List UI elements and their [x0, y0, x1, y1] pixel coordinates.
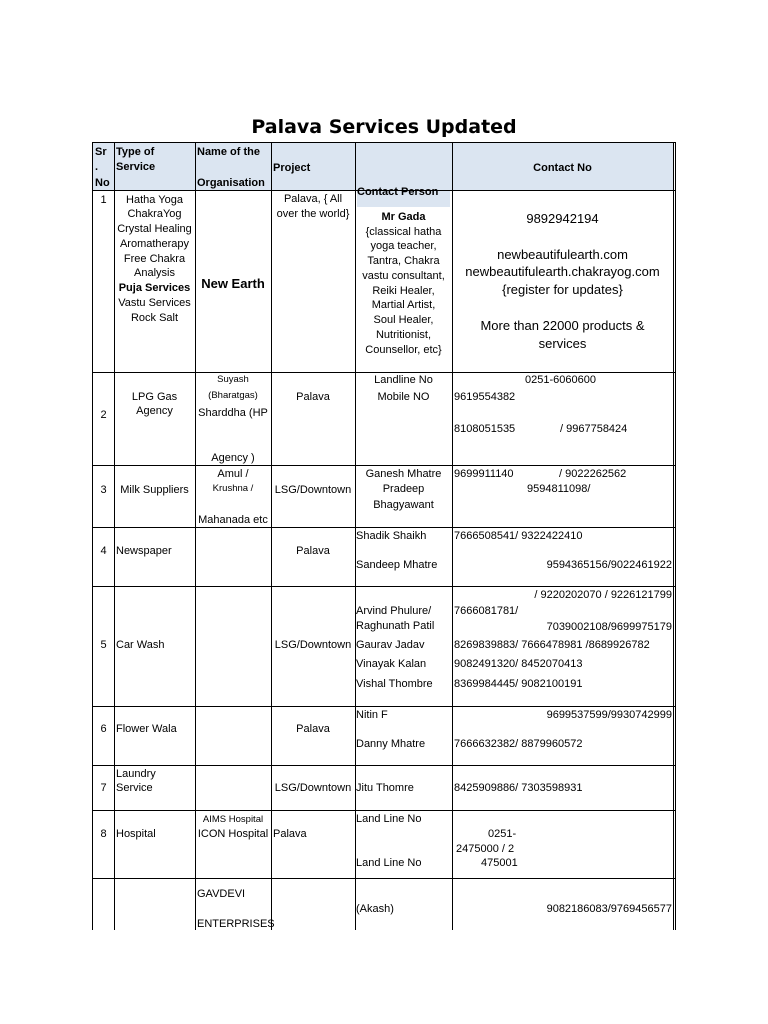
- row-5-person-2: Raghunath Patil: [356, 620, 435, 632]
- row-4-service: Newspaper: [116, 545, 172, 557]
- row-6-contact-1: 9699537599/9930742999: [546, 709, 672, 721]
- header-project: Project: [273, 162, 311, 174]
- row-1-project-1: Palava, { All: [283, 193, 343, 205]
- row-9-org-1: GAVDEVI: [197, 888, 246, 900]
- row-2-sr: 2: [100, 409, 107, 421]
- header-sr-no-3: No: [95, 177, 110, 189]
- row-2-org-2: (Bharatgas): [208, 390, 258, 401]
- row-2-service-1: LPG Gas: [131, 391, 178, 403]
- header-contact-no: Contact No: [533, 162, 592, 174]
- row-3-contact-3: 9594811098/: [527, 483, 591, 495]
- row-4-sr: 4: [100, 545, 107, 557]
- row-5-project: LSG/Downtown: [274, 639, 352, 651]
- header-org-1: Name of the: [197, 146, 260, 158]
- row-4-contact-1: 7666508541/ 9322422410: [454, 530, 583, 542]
- row-3-person-1: Ganesh Mhatre: [365, 468, 442, 480]
- row-2-person-2: Mobile NO: [377, 391, 430, 403]
- row-1-contact-website: newbeautifulearth.com: [497, 247, 628, 262]
- row-3-sr: 3: [100, 484, 107, 496]
- header-sr-no-2: .: [95, 161, 99, 173]
- row-1-service-1: Hatha Yoga: [126, 194, 183, 206]
- row-4-project: Palava: [296, 545, 330, 557]
- row-1-service-2: ChakraYog: [127, 208, 182, 220]
- row-3-org-1: Amul /: [217, 468, 249, 480]
- row-2-contact-mobile-3: / 9967758424: [560, 423, 628, 435]
- row-5-contact-3: 7039002108/9699975179: [546, 621, 672, 633]
- row-2-contact-mobile-2: 8108051535: [454, 423, 516, 435]
- row-4-person-2: Sandeep Mhatre: [356, 559, 438, 571]
- page-title: Palava Services Updated: [251, 116, 517, 138]
- row-1-person-2: yoga teacher,: [370, 240, 437, 252]
- row-1-service-6: Analysis: [134, 267, 175, 279]
- row-1-project-2: over the world}: [276, 208, 350, 220]
- row-1-person-9: Counsellor, etc}: [365, 344, 442, 356]
- row-3-org-2: Krushna /: [212, 483, 254, 494]
- row-1-org: New Earth: [201, 276, 265, 291]
- row-4-person-1: Shadik Shaikh: [356, 530, 427, 542]
- row-5-person-4: Vinayak Kalan: [356, 658, 427, 670]
- row-8-person-2: Land Line No: [356, 857, 422, 869]
- row-1-service-8: Vastu Services: [118, 297, 191, 309]
- row-1-person-7: Soul Healer,: [373, 314, 434, 326]
- row-2-project: Palava: [296, 391, 330, 403]
- row-7-sr: 7: [100, 782, 107, 794]
- row-2-org-3: Sharddha (HP: [198, 407, 268, 419]
- row-7-contact: 8425909886/ 7303598931: [454, 782, 583, 794]
- header-type-of-service-2: Service: [116, 161, 156, 173]
- row-1-contact-website-2: newbeautifulearth.chakrayog.com: [465, 264, 660, 279]
- row-2-org-5: Agency ): [211, 452, 255, 464]
- row-6-person-1: Nitin F: [356, 709, 388, 721]
- row-8-project: Palava: [273, 828, 307, 840]
- row-5-contact-5: 9082491320/ 8452070413: [454, 658, 583, 670]
- row-5-person-3: Gaurav Jadav: [356, 639, 425, 651]
- row-1-service-9: Rock Salt: [130, 312, 179, 324]
- row-1-person-5: Reiki Healer,: [372, 285, 435, 297]
- row-1-person-4: vastu consultant,: [362, 270, 445, 282]
- row-3-service: Milk Suppliers: [120, 484, 189, 496]
- row-3-project: LSG/Downtown: [274, 484, 352, 496]
- row-1-service-3: Crystal Healing: [117, 223, 192, 235]
- row-9-org-2: ENTERPRISES: [197, 918, 275, 930]
- row-2-person-1: Landline No: [374, 374, 433, 386]
- row-8-contact-3: 475001: [481, 857, 518, 869]
- row-3-org-3: Mahanada etc: [198, 514, 268, 526]
- row-6-service: Flower Wala: [116, 723, 177, 735]
- row-5-contact-4: 8269839883/ 7666478981 /8689926782: [454, 639, 650, 651]
- row-4-contact-2: 9594365156/9022461922: [546, 559, 672, 571]
- row-6-project: Palava: [296, 723, 330, 735]
- row-3-contact-2: / 9022262562: [559, 468, 627, 480]
- row-5-sr: 5: [100, 639, 107, 651]
- row-9-contact: 9082186083/9769456577: [546, 903, 672, 915]
- row-8-contact-1: 0251-: [488, 828, 517, 840]
- row-2-contact-mobile: 9619554382: [454, 391, 516, 403]
- row-1-person-name: Mr Gada: [381, 211, 426, 223]
- row-5-contact-6: 8369984445/ 9082100191: [454, 678, 583, 690]
- header-type-of-service-1: Type of: [116, 146, 155, 158]
- row-6-contact-2: 7666632382/ 8879960572: [454, 738, 583, 750]
- row-6-sr: 6: [100, 723, 107, 735]
- row-8-sr: 8: [100, 828, 107, 840]
- row-1-person-1: {classical hatha: [365, 226, 442, 238]
- row-3-person-2: Pradeep: [382, 483, 425, 495]
- row-1-contact-register: {register for updates}: [502, 282, 623, 297]
- row-6-person-2: Danny Mhatre: [356, 738, 426, 750]
- row-3-person-3: Bhagyawant: [373, 499, 434, 511]
- row-1-service-5: Free Chakra: [123, 253, 186, 265]
- row-1-service-7: Puja Services: [118, 282, 191, 294]
- row-1-contact-phone: 9892942194: [526, 211, 599, 226]
- row-1-contact-products: More than 22000 products &: [480, 318, 645, 333]
- row-5-contact-1: / 9220202070 / 9226121799: [534, 589, 672, 601]
- row-1-person-3: Tantra, Chakra: [367, 255, 440, 267]
- row-8-service: Hospital: [116, 828, 156, 840]
- row-7-service-2: Service: [116, 782, 153, 794]
- row-1-service-4: Aromatherapy: [119, 238, 190, 250]
- row-9-person: (Akash): [356, 903, 394, 915]
- row-2-service-2: Agency: [136, 405, 173, 417]
- row-5-contact-2: 7666081781/: [454, 605, 519, 617]
- row-2-org-1: Suyash: [217, 374, 249, 385]
- row-5-person-1: Arvind Phulure/: [356, 605, 432, 617]
- row-7-project: LSG/Downtown: [274, 782, 352, 794]
- row-7-person: Jitu Thomre: [356, 782, 414, 794]
- row-8-person-1: Land Line No: [356, 813, 422, 825]
- row-3-contact-1: 9699911140: [454, 468, 514, 480]
- header-org-2: Organisation: [197, 177, 265, 189]
- row-8-contact-2: 2475000 / 2: [456, 843, 515, 855]
- row-2-contact-landline: 0251-6060600: [525, 374, 596, 386]
- row-1-contact-services: services: [538, 336, 587, 351]
- header-sr-no-1: Sr: [95, 146, 107, 158]
- row-7-service-1: Laundry: [116, 768, 156, 780]
- row-1-person-8: Nutritionist,: [375, 329, 432, 341]
- row-8-org-1: AIMS Hospital: [202, 814, 264, 825]
- row-8-org-2: ICON Hospital: [197, 828, 269, 840]
- row-5-person-5: Vishal Thombre: [356, 678, 433, 690]
- header-contact-person: Contact Person: [357, 186, 439, 198]
- row-5-service: Car Wash: [116, 639, 165, 651]
- row-1-sr: 1: [100, 194, 107, 206]
- row-1-person-6: Martial Artist,: [371, 299, 436, 311]
